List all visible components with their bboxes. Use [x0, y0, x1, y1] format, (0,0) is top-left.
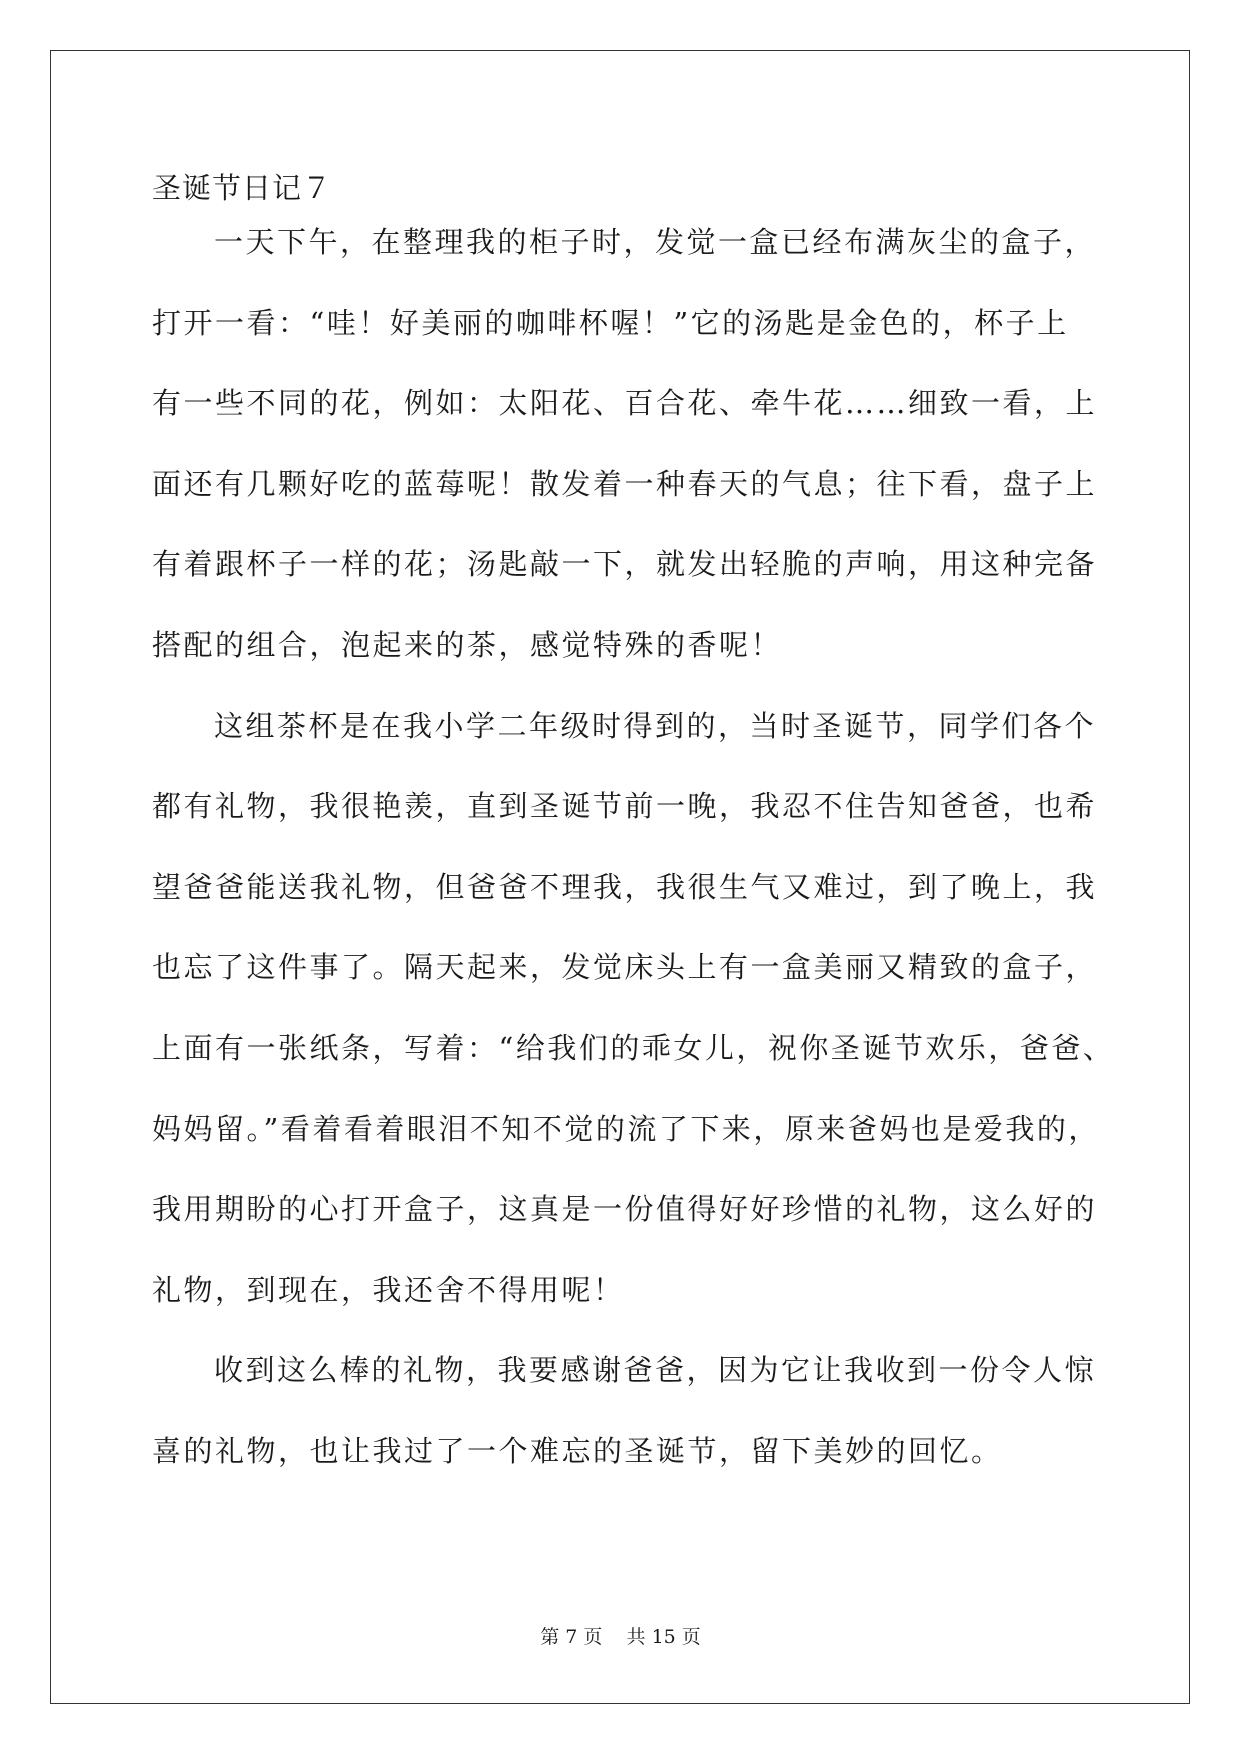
paragraph-line: 礼物，到现在，我还舍不得用呢！ [152, 1272, 625, 1307]
paragraph-line: 都有礼物，我很艳羡，直到圣诞节前一晚，我忍不住告知爸爸，也希 [152, 789, 1098, 824]
paragraph-line: 搭配的组合，泡起来的茶，感觉特殊的香呢！ [152, 627, 783, 662]
paragraph-line: 也忘了这件事了。隔天起来，发觉床头上有一盒美丽又精致的盒子， [152, 950, 1098, 985]
paragraph-line: 面还有几颗好吃的蓝莓呢！散发着一种春天的气息；往下看，盘子上 [152, 466, 1098, 501]
paragraph-line: 我用期盼的心打开盒子，这真是一份值得好好珍惜的礼物，这么好的 [152, 1192, 1098, 1227]
paragraph-line: 收到这么棒的礼物，我要感谢爸爸，因为它让我收到一份令人惊 [214, 1353, 1097, 1388]
document-body [152, 220, 1115, 1510]
paragraph-line: 有着跟杯子一样的花；汤匙敲一下，就发出轻脆的声响，用这种完备 [152, 547, 1098, 582]
paragraph-line: 有一些不同的花，例如：太阳花、百合花、牵牛花……细致一看，上 [152, 386, 1098, 421]
paragraph-line: 这组茶杯是在我小学二年级时得到的，当时圣诞节，同学们各个 [214, 708, 1097, 743]
paragraph-line: 一天下午，在整理我的柜子时，发觉一盒已经布满灰尘的盒子， [214, 225, 1097, 259]
document-title: 圣诞节日记７ [152, 171, 333, 205]
paragraph-line: 打开一看：“哇！好美丽的咖啡杯喔！”它的汤匙是金色的，杯子上 [152, 305, 1069, 340]
paragraph-line: 喜的礼物，也让我过了一个难忘的圣诞节，留下美妙的回忆。 [152, 1433, 1003, 1468]
paragraph-line: 上面有一张纸条，写着：“给我们的乖女儿，祝你圣诞节欢乐，爸爸、 [152, 1030, 1115, 1065]
page-number-footer: 第 7 页 共 15 页 [540, 1626, 701, 1648]
paragraph-line: 望爸爸能送我礼物，但爸爸不理我，我很生气又难过，到了晚上，我 [152, 869, 1098, 904]
paragraph-line: 妈妈留。”看着看着眼泪不知不觉的流了下来，原来爸妈也是爱我的， [152, 1111, 1100, 1146]
